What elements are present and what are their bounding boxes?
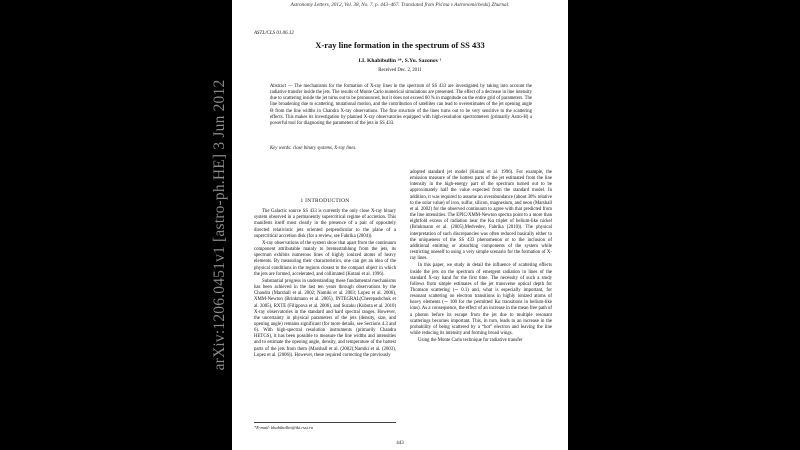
paragraph: Substantial progress in understanding these fundamental mechanisms has been achieved in the last ten years through observations by the Chandra (Marshall et al. 2002; Namiki et al. 2003; Lopez et al. 2006), XMM-Newton (Brinkmann et al. 2005), INTEGRAL(Cherepashchuk et al. 2005), RXTE (Filippova et al. 2006), and Suzaku (Kubota et al. 2010) X-ray observatories in the standard and hard spectral ranges. However, the uncertainty in physical parameters of the jets (density, size, and opening angle) remains significant (for more details, see Sections 4.3 and 6). With high-spectral resolution instruments (primarily Chandra HETGS), it has been possible to measure the line widths and intensities and to estimate the opening angle, density, and temperature of the hottest parts of the jets from them (Marshall et al. (2002);Namiki et al. (2003), Lopez et al. (2006)). However, these required correcting the previously xyxy=(254,278,396,358)
author-list: I.I. Khabibullin ¹*, S.Yu. Sazonov ¹ xyxy=(358,58,442,64)
journal-line: Astronomy Letters, 2012, Vol. 38, No. 7, p. 443–467. Translated from Pis'ma v Astronomicheskij Zhurnal. xyxy=(290,2,510,8)
footnote: *E-mail: khabibullin@iki.rssi.ru xyxy=(254,422,396,430)
preprint-id: ASTL/CLS 01.06.12 xyxy=(254,31,294,36)
paragraph: X-ray observations of the system show that apart from the continuum component attributable mainly to bremsstrahlung from the jets, its spectrum exhibits numerous lines of highly ionized atoms of heavy elements. By measuring their characteristics, one can get an idea of the physical conditions in the regions closest to the compact object in which the jets are formed, accelerated, and collimated (Kotani et al. 1996). xyxy=(254,240,396,277)
arxiv-stamp xyxy=(209,0,231,450)
received-date: Received Dec. 2, 2011 xyxy=(378,68,422,73)
paragraph: The Galactic source SS 433 is currently the only close X-ray binary system observed in a permanently supercritical regime of accretion. This manifests itself most clearly in the presence of a pair of oppositely directed relativistic jets oriented perpendicular to the plane of a supercritical accretion disk (for a review, see Fabrika (2004)). xyxy=(254,209,396,239)
page-number: 443 xyxy=(396,441,404,446)
paper-title: X-ray line formation in the spectrum of SS 433 xyxy=(315,40,485,50)
abstract: Abstract — The mechanisms for the formation of X-ray lines in the spectrum of SS 433 are investigated by taking into account the radiative transfer inside the jets. The results of Monte Carlo numerical simulations are presented. The effect of a decrease in line intensity due to scattering inside the jet turns out to be pronounced, but it does not exceed 60 % in magnitude on the entire grid of parameters. The line broadening due to scattering, mutational motion, and the contribution of satellites can lead to overestimates of the jet opening angle Θ from the line widths in Chandra X-ray observations. The fine structure of the lines turns out to be very sensitive to the scattering effects. This makes its investigation by planned X-ray observatories equipped with high-resolution spectrometers (primarily Astro-H) a powerful tool for diagnosing the parameters of the jets in SS 433. xyxy=(270,84,532,126)
right-column xyxy=(410,170,552,345)
arxiv-stamp-text: arXiv:1206.0451v1 [astro-ph.HE] 3 Jun 2012 xyxy=(211,79,228,371)
paragraph: In this paper, we study in detail the influence of scattering effects inside the jets on the spectrum of emergent radiation in lines of the standard X-ray band for the first time. The necessity of such a study follows from simple estimates of the jet transverse optical depth for Thomson scattering (∼ 0.1) and, what is especially important, for resonant scattering on electron transitions in highly ionized atoms of heavy elements (∼ 100 for the permitted Kα transitions in helium-like ions). As a consequence, the effect of an increase in the mean free path of a photon before its escape from the jet due to multiple resonant scatterings becomes important. This, in turn, leads to an increase in the probability of being scattered by a “hot” electron and leaving the line while reducing its intensity and forming broad wings. xyxy=(410,263,552,337)
left-column xyxy=(254,198,396,360)
section-heading: 1 INTRODUCTION xyxy=(300,198,350,204)
paragraph: Using the Monte Carlo technique for radiative transfer xyxy=(418,338,523,344)
keywords: Key words: close binary systems, X-ray lines. xyxy=(270,146,357,151)
paper-page xyxy=(232,0,568,450)
paragraph: adopted standard jet model (Kotani et al. 1996). For example, the emission measure of the hottest parts of the jet estimated from the line intensity in the high-energy part of the spectrum turned out to be approximately half the value expected from the standard model. In addition, it was required to assume an overabundance (about 30% relative to the solar value) of iron, sulfur, silicon, magnesium, and neon (Marshall et al. 2002) for the observed continuum to agree with that predicted from the line intensities. The EPIC/XMM-Newton spectra point to a more than eightfold excess of radiation near the Kα triplet of helium-like nickel (Brinkmann et al. (2005),Medvedev, Fabrika (2010)). The physical interpretation of such discrepancies was often reduced basically either to the uniqueness of the SS 433 phenomenon or to the inclusion of additional emitting or absorbing components of the system while restricting oneself to using a very simple scenario for the formation of X-ray lines. xyxy=(410,170,552,262)
